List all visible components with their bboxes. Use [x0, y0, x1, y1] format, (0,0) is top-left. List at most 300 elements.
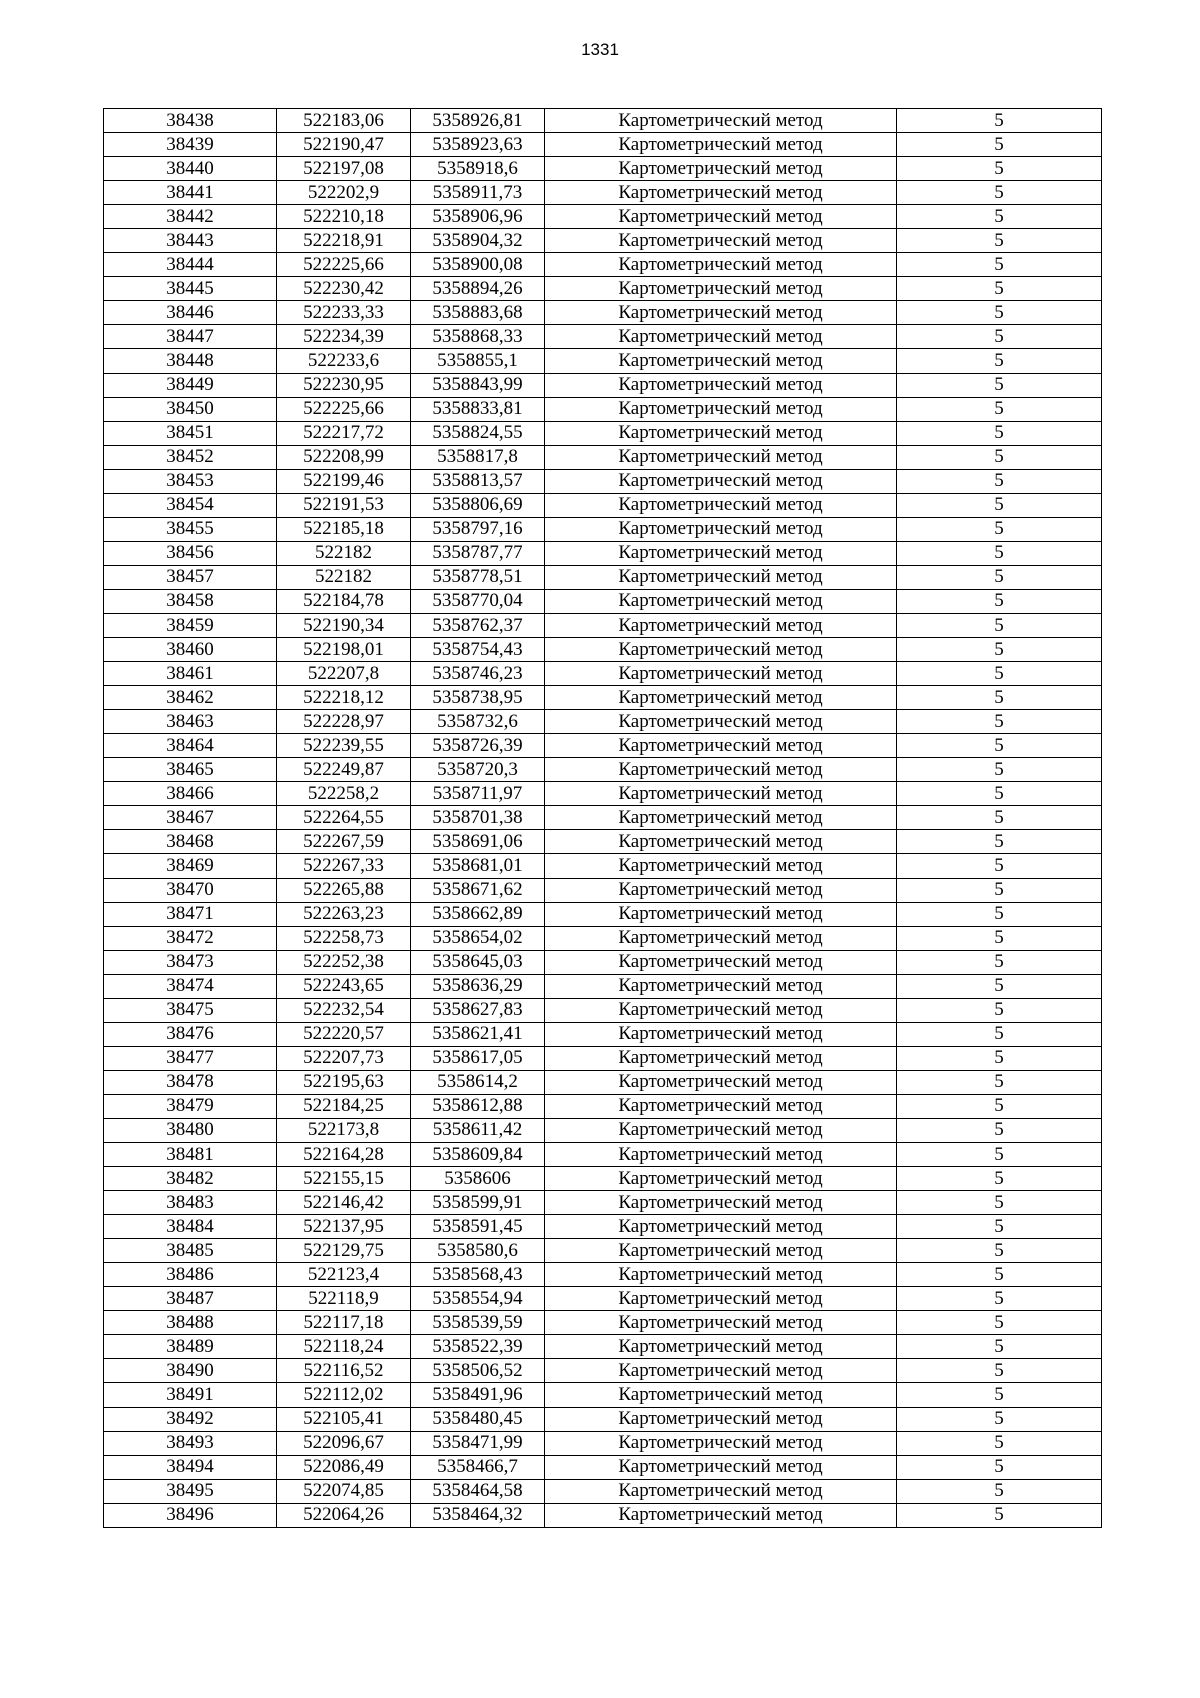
point-number-cell: 38452	[104, 445, 277, 469]
table-row	[104, 1503, 1102, 1527]
y-coordinate-cell: 5358621,41	[411, 1022, 545, 1046]
table-row	[104, 1263, 1102, 1287]
accuracy-cell: 5	[897, 157, 1102, 181]
method-cell: Картометрический метод	[545, 1431, 897, 1455]
point-number-cell: 38481	[104, 1143, 277, 1167]
y-coordinate-cell: 5358843,99	[411, 373, 545, 397]
point-number-cell: 38484	[104, 1215, 277, 1239]
accuracy-cell: 5	[897, 517, 1102, 541]
accuracy-cell: 5	[897, 133, 1102, 157]
accuracy-cell: 5	[897, 1311, 1102, 1335]
x-coordinate-cell: 522117,18	[277, 1311, 411, 1335]
method-cell: Картометрический метод	[545, 1118, 897, 1142]
table-row	[104, 1479, 1102, 1503]
table-row	[104, 1118, 1102, 1142]
accuracy-cell: 5	[897, 253, 1102, 277]
point-number-cell: 38459	[104, 613, 277, 637]
y-coordinate-cell: 5358611,42	[411, 1118, 545, 1142]
method-cell: Картометрический метод	[545, 1239, 897, 1263]
table-row	[104, 830, 1102, 854]
point-number-cell: 38438	[104, 109, 277, 133]
x-coordinate-cell: 522243,65	[277, 974, 411, 998]
accuracy-cell: 5	[897, 349, 1102, 373]
accuracy-cell: 5	[897, 806, 1102, 830]
y-coordinate-cell: 5358720,3	[411, 758, 545, 782]
y-coordinate-cell: 5358612,88	[411, 1094, 545, 1118]
table-row	[104, 253, 1102, 277]
table-row	[104, 782, 1102, 806]
accuracy-cell: 5	[897, 469, 1102, 493]
x-coordinate-cell: 522129,75	[277, 1239, 411, 1263]
x-coordinate-cell: 522137,95	[277, 1215, 411, 1239]
method-cell: Картометрический метод	[545, 589, 897, 613]
accuracy-cell: 5	[897, 902, 1102, 926]
point-number-cell: 38465	[104, 758, 277, 782]
method-cell: Картометрический метод	[545, 1070, 897, 1094]
y-coordinate-cell: 5358711,97	[411, 782, 545, 806]
accuracy-cell: 5	[897, 1191, 1102, 1215]
method-cell: Картометрический метод	[545, 181, 897, 205]
table-row	[104, 1407, 1102, 1431]
accuracy-cell: 5	[897, 1094, 1102, 1118]
y-coordinate-cell: 5358923,63	[411, 133, 545, 157]
accuracy-cell: 5	[897, 277, 1102, 301]
y-coordinate-cell: 5358911,73	[411, 181, 545, 205]
method-cell: Картометрический метод	[545, 373, 897, 397]
table-row	[104, 878, 1102, 902]
accuracy-cell: 5	[897, 613, 1102, 637]
method-cell: Картометрический метод	[545, 493, 897, 517]
method-cell: Картометрический метод	[545, 878, 897, 902]
method-cell: Картометрический метод	[545, 1022, 897, 1046]
x-coordinate-cell: 522182	[277, 565, 411, 589]
accuracy-cell: 5	[897, 1359, 1102, 1383]
point-number-cell: 38479	[104, 1094, 277, 1118]
y-coordinate-cell: 5358636,29	[411, 974, 545, 998]
method-cell: Картометрический метод	[545, 1287, 897, 1311]
accuracy-cell: 5	[897, 974, 1102, 998]
y-coordinate-cell: 5358691,06	[411, 830, 545, 854]
x-coordinate-cell: 522228,97	[277, 710, 411, 734]
y-coordinate-cell: 5358522,39	[411, 1335, 545, 1359]
y-coordinate-cell: 5358480,45	[411, 1407, 545, 1431]
accuracy-cell: 5	[897, 1118, 1102, 1142]
table-row	[104, 1215, 1102, 1239]
y-coordinate-cell: 5358918,6	[411, 157, 545, 181]
x-coordinate-cell: 522264,55	[277, 806, 411, 830]
point-number-cell: 38449	[104, 373, 277, 397]
x-coordinate-cell: 522218,91	[277, 229, 411, 253]
method-cell: Картометрический метод	[545, 1383, 897, 1407]
point-number-cell: 38476	[104, 1022, 277, 1046]
method-cell: Картометрический метод	[545, 325, 897, 349]
y-coordinate-cell: 5358855,1	[411, 349, 545, 373]
accuracy-cell: 5	[897, 1335, 1102, 1359]
method-cell: Картометрический метод	[545, 1046, 897, 1070]
x-coordinate-cell: 522184,25	[277, 1094, 411, 1118]
accuracy-cell: 5	[897, 421, 1102, 445]
y-coordinate-cell: 5358464,58	[411, 1479, 545, 1503]
accuracy-cell: 5	[897, 1503, 1102, 1527]
accuracy-cell: 5	[897, 686, 1102, 710]
point-number-cell: 38488	[104, 1311, 277, 1335]
y-coordinate-cell: 5358833,81	[411, 397, 545, 421]
method-cell: Картометрический метод	[545, 758, 897, 782]
table-row	[104, 734, 1102, 758]
table-row	[104, 493, 1102, 517]
table-row	[104, 1167, 1102, 1191]
x-coordinate-cell: 522225,66	[277, 397, 411, 421]
accuracy-cell: 5	[897, 782, 1102, 806]
table-row	[104, 1287, 1102, 1311]
point-number-cell: 38444	[104, 253, 277, 277]
x-coordinate-cell: 522265,88	[277, 878, 411, 902]
accuracy-cell: 5	[897, 1287, 1102, 1311]
x-coordinate-cell: 522267,59	[277, 830, 411, 854]
y-coordinate-cell: 5358617,05	[411, 1046, 545, 1070]
accuracy-cell: 5	[897, 1407, 1102, 1431]
method-cell: Картометрический метод	[545, 517, 897, 541]
x-coordinate-cell: 522233,6	[277, 349, 411, 373]
table-row	[104, 806, 1102, 830]
table-row	[104, 301, 1102, 325]
method-cell: Картометрический метод	[545, 902, 897, 926]
point-number-cell: 38446	[104, 301, 277, 325]
method-cell: Картометрический метод	[545, 469, 897, 493]
table-row	[104, 1455, 1102, 1479]
x-coordinate-cell: 522258,2	[277, 782, 411, 806]
accuracy-cell: 5	[897, 854, 1102, 878]
table-row	[104, 710, 1102, 734]
y-coordinate-cell: 5358701,38	[411, 806, 545, 830]
x-coordinate-cell: 522252,38	[277, 950, 411, 974]
y-coordinate-cell: 5358732,6	[411, 710, 545, 734]
method-cell: Картометрический метод	[545, 205, 897, 229]
y-coordinate-cell: 5358883,68	[411, 301, 545, 325]
x-coordinate-cell: 522118,24	[277, 1335, 411, 1359]
point-number-cell: 38456	[104, 541, 277, 565]
table-row	[104, 229, 1102, 253]
method-cell: Картометрический метод	[545, 1335, 897, 1359]
table-row	[104, 1191, 1102, 1215]
x-coordinate-cell: 522123,4	[277, 1263, 411, 1287]
point-number-cell: 38460	[104, 638, 277, 662]
point-number-cell: 38461	[104, 662, 277, 686]
method-cell: Картометрический метод	[545, 565, 897, 589]
coordinates-table-body	[104, 109, 1102, 1528]
method-cell: Картометрический метод	[545, 133, 897, 157]
y-coordinate-cell: 5358599,91	[411, 1191, 545, 1215]
x-coordinate-cell: 522249,87	[277, 758, 411, 782]
x-coordinate-cell: 522234,39	[277, 325, 411, 349]
table-row	[104, 1311, 1102, 1335]
point-number-cell: 38482	[104, 1167, 277, 1191]
y-coordinate-cell: 5358627,83	[411, 998, 545, 1022]
accuracy-cell: 5	[897, 1383, 1102, 1407]
y-coordinate-cell: 5358539,59	[411, 1311, 545, 1335]
accuracy-cell: 5	[897, 109, 1102, 133]
table-row	[104, 565, 1102, 589]
point-number-cell: 38470	[104, 878, 277, 902]
x-coordinate-cell: 522184,78	[277, 589, 411, 613]
y-coordinate-cell: 5358464,32	[411, 1503, 545, 1527]
method-cell: Картометрический метод	[545, 1094, 897, 1118]
accuracy-cell: 5	[897, 565, 1102, 589]
method-cell: Картометрический метод	[545, 950, 897, 974]
table-row	[104, 950, 1102, 974]
point-number-cell: 38451	[104, 421, 277, 445]
table-row	[104, 613, 1102, 637]
point-number-cell: 38495	[104, 1479, 277, 1503]
accuracy-cell: 5	[897, 830, 1102, 854]
accuracy-cell: 5	[897, 734, 1102, 758]
table-row	[104, 277, 1102, 301]
table-row	[104, 397, 1102, 421]
point-number-cell: 38464	[104, 734, 277, 758]
x-coordinate-cell: 522190,34	[277, 613, 411, 637]
y-coordinate-cell: 5358466,7	[411, 1455, 545, 1479]
table-row	[104, 469, 1102, 493]
point-number-cell: 38455	[104, 517, 277, 541]
y-coordinate-cell: 5358813,57	[411, 469, 545, 493]
accuracy-cell: 5	[897, 325, 1102, 349]
accuracy-cell: 5	[897, 1263, 1102, 1287]
accuracy-cell: 5	[897, 878, 1102, 902]
table-row	[104, 1383, 1102, 1407]
point-number-cell: 38486	[104, 1263, 277, 1287]
x-coordinate-cell: 522220,57	[277, 1022, 411, 1046]
table-row	[104, 1094, 1102, 1118]
x-coordinate-cell: 522190,47	[277, 133, 411, 157]
accuracy-cell: 5	[897, 1239, 1102, 1263]
point-number-cell: 38487	[104, 1287, 277, 1311]
x-coordinate-cell: 522207,8	[277, 662, 411, 686]
table-row	[104, 109, 1102, 133]
x-coordinate-cell: 522208,99	[277, 445, 411, 469]
method-cell: Картометрический метод	[545, 686, 897, 710]
accuracy-cell: 5	[897, 710, 1102, 734]
y-coordinate-cell: 5358797,16	[411, 517, 545, 541]
accuracy-cell: 5	[897, 181, 1102, 205]
accuracy-cell: 5	[897, 301, 1102, 325]
point-number-cell: 38443	[104, 229, 277, 253]
method-cell: Картометрический метод	[545, 1479, 897, 1503]
y-coordinate-cell: 5358491,96	[411, 1383, 545, 1407]
accuracy-cell: 5	[897, 1455, 1102, 1479]
point-number-cell: 38439	[104, 133, 277, 157]
y-coordinate-cell: 5358591,45	[411, 1215, 545, 1239]
x-coordinate-cell: 522105,41	[277, 1407, 411, 1431]
table-row	[104, 157, 1102, 181]
table-row	[104, 662, 1102, 686]
table-row	[104, 974, 1102, 998]
table-row	[104, 421, 1102, 445]
point-number-cell: 38480	[104, 1118, 277, 1142]
x-coordinate-cell: 522064,26	[277, 1503, 411, 1527]
y-coordinate-cell: 5358787,77	[411, 541, 545, 565]
point-number-cell: 38467	[104, 806, 277, 830]
table-row	[104, 349, 1102, 373]
method-cell: Картометрический метод	[545, 1455, 897, 1479]
method-cell: Картометрический метод	[545, 349, 897, 373]
x-coordinate-cell: 522116,52	[277, 1359, 411, 1383]
table-row	[104, 1022, 1102, 1046]
x-coordinate-cell: 522230,95	[277, 373, 411, 397]
x-coordinate-cell: 522210,18	[277, 205, 411, 229]
table-row	[104, 854, 1102, 878]
method-cell: Картометрический метод	[545, 253, 897, 277]
table-row	[104, 589, 1102, 613]
table-row	[104, 926, 1102, 950]
x-coordinate-cell: 522258,73	[277, 926, 411, 950]
point-number-cell: 38442	[104, 205, 277, 229]
x-coordinate-cell: 522173,8	[277, 1118, 411, 1142]
x-coordinate-cell: 522182	[277, 541, 411, 565]
x-coordinate-cell: 522096,67	[277, 1431, 411, 1455]
y-coordinate-cell: 5358654,02	[411, 926, 545, 950]
y-coordinate-cell: 5358904,32	[411, 229, 545, 253]
x-coordinate-cell: 522218,12	[277, 686, 411, 710]
y-coordinate-cell: 5358645,03	[411, 950, 545, 974]
x-coordinate-cell: 522185,18	[277, 517, 411, 541]
method-cell: Картометрический метод	[545, 1407, 897, 1431]
point-number-cell: 38453	[104, 469, 277, 493]
y-coordinate-cell: 5358817,8	[411, 445, 545, 469]
y-coordinate-cell: 5358726,39	[411, 734, 545, 758]
x-coordinate-cell: 522263,23	[277, 902, 411, 926]
accuracy-cell: 5	[897, 1167, 1102, 1191]
point-number-cell: 38472	[104, 926, 277, 950]
point-number-cell: 38468	[104, 830, 277, 854]
point-number-cell: 38457	[104, 565, 277, 589]
accuracy-cell: 5	[897, 1479, 1102, 1503]
method-cell: Картометрический метод	[545, 926, 897, 950]
point-number-cell: 38492	[104, 1407, 277, 1431]
method-cell: Картометрический метод	[545, 782, 897, 806]
method-cell: Картометрический метод	[545, 974, 897, 998]
accuracy-cell: 5	[897, 373, 1102, 397]
y-coordinate-cell: 5358614,2	[411, 1070, 545, 1094]
point-number-cell: 38471	[104, 902, 277, 926]
accuracy-cell: 5	[897, 638, 1102, 662]
point-number-cell: 38496	[104, 1503, 277, 1527]
point-number-cell: 38489	[104, 1335, 277, 1359]
method-cell: Картометрический метод	[545, 734, 897, 758]
y-coordinate-cell: 5358778,51	[411, 565, 545, 589]
accuracy-cell: 5	[897, 926, 1102, 950]
y-coordinate-cell: 5358900,08	[411, 253, 545, 277]
point-number-cell: 38473	[104, 950, 277, 974]
x-coordinate-cell: 522155,15	[277, 1167, 411, 1191]
accuracy-cell: 5	[897, 541, 1102, 565]
table-row	[104, 517, 1102, 541]
y-coordinate-cell: 5358926,81	[411, 109, 545, 133]
y-coordinate-cell: 5358681,01	[411, 854, 545, 878]
y-coordinate-cell: 5358762,37	[411, 613, 545, 637]
method-cell: Картометрический метод	[545, 1191, 897, 1215]
method-cell: Картометрический метод	[545, 541, 897, 565]
x-coordinate-cell: 522202,9	[277, 181, 411, 205]
table-row	[104, 133, 1102, 157]
x-coordinate-cell: 522233,33	[277, 301, 411, 325]
x-coordinate-cell: 522191,53	[277, 493, 411, 517]
y-coordinate-cell: 5358770,04	[411, 589, 545, 613]
table-row	[104, 902, 1102, 926]
y-coordinate-cell: 5358471,99	[411, 1431, 545, 1455]
method-cell: Картометрический метод	[545, 1215, 897, 1239]
point-number-cell: 38475	[104, 998, 277, 1022]
table-row	[104, 445, 1102, 469]
method-cell: Картометрический метод	[545, 229, 897, 253]
table-row	[104, 758, 1102, 782]
accuracy-cell: 5	[897, 1431, 1102, 1455]
method-cell: Картометрический метод	[545, 445, 897, 469]
table-row	[104, 1359, 1102, 1383]
x-coordinate-cell: 522225,66	[277, 253, 411, 277]
method-cell: Картометрический метод	[545, 1359, 897, 1383]
y-coordinate-cell: 5358906,96	[411, 205, 545, 229]
coordinates-table	[103, 108, 1102, 1528]
method-cell: Картометрический метод	[545, 806, 897, 830]
method-cell: Картометрический метод	[545, 1167, 897, 1191]
table-row	[104, 205, 1102, 229]
point-number-cell: 38483	[104, 1191, 277, 1215]
table-row	[104, 1070, 1102, 1094]
x-coordinate-cell: 522267,33	[277, 854, 411, 878]
accuracy-cell: 5	[897, 758, 1102, 782]
y-coordinate-cell: 5358506,52	[411, 1359, 545, 1383]
y-coordinate-cell: 5358738,95	[411, 686, 545, 710]
x-coordinate-cell: 522199,46	[277, 469, 411, 493]
method-cell: Картометрический метод	[545, 1143, 897, 1167]
point-number-cell: 38490	[104, 1359, 277, 1383]
table-row	[104, 373, 1102, 397]
point-number-cell: 38477	[104, 1046, 277, 1070]
x-coordinate-cell: 522086,49	[277, 1455, 411, 1479]
x-coordinate-cell: 522197,08	[277, 157, 411, 181]
accuracy-cell: 5	[897, 493, 1102, 517]
table-row	[104, 541, 1102, 565]
accuracy-cell: 5	[897, 1046, 1102, 1070]
table-row	[104, 325, 1102, 349]
x-coordinate-cell: 522232,54	[277, 998, 411, 1022]
y-coordinate-cell: 5358868,33	[411, 325, 545, 349]
accuracy-cell: 5	[897, 589, 1102, 613]
point-number-cell: 38493	[104, 1431, 277, 1455]
accuracy-cell: 5	[897, 229, 1102, 253]
method-cell: Картометрический метод	[545, 397, 897, 421]
table-row	[104, 686, 1102, 710]
point-number-cell: 38491	[104, 1383, 277, 1407]
table-row	[104, 1046, 1102, 1070]
method-cell: Картометрический метод	[545, 662, 897, 686]
method-cell: Картометрический метод	[545, 613, 897, 637]
x-coordinate-cell: 522195,63	[277, 1070, 411, 1094]
table-row	[104, 638, 1102, 662]
point-number-cell: 38494	[104, 1455, 277, 1479]
y-coordinate-cell: 5358580,6	[411, 1239, 545, 1263]
table-row	[104, 1239, 1102, 1263]
table-row	[104, 1431, 1102, 1455]
x-coordinate-cell: 522146,42	[277, 1191, 411, 1215]
accuracy-cell: 5	[897, 1215, 1102, 1239]
accuracy-cell: 5	[897, 950, 1102, 974]
method-cell: Картометрический метод	[545, 854, 897, 878]
method-cell: Картометрический метод	[545, 109, 897, 133]
table-row	[104, 1335, 1102, 1359]
accuracy-cell: 5	[897, 998, 1102, 1022]
x-coordinate-cell: 522230,42	[277, 277, 411, 301]
